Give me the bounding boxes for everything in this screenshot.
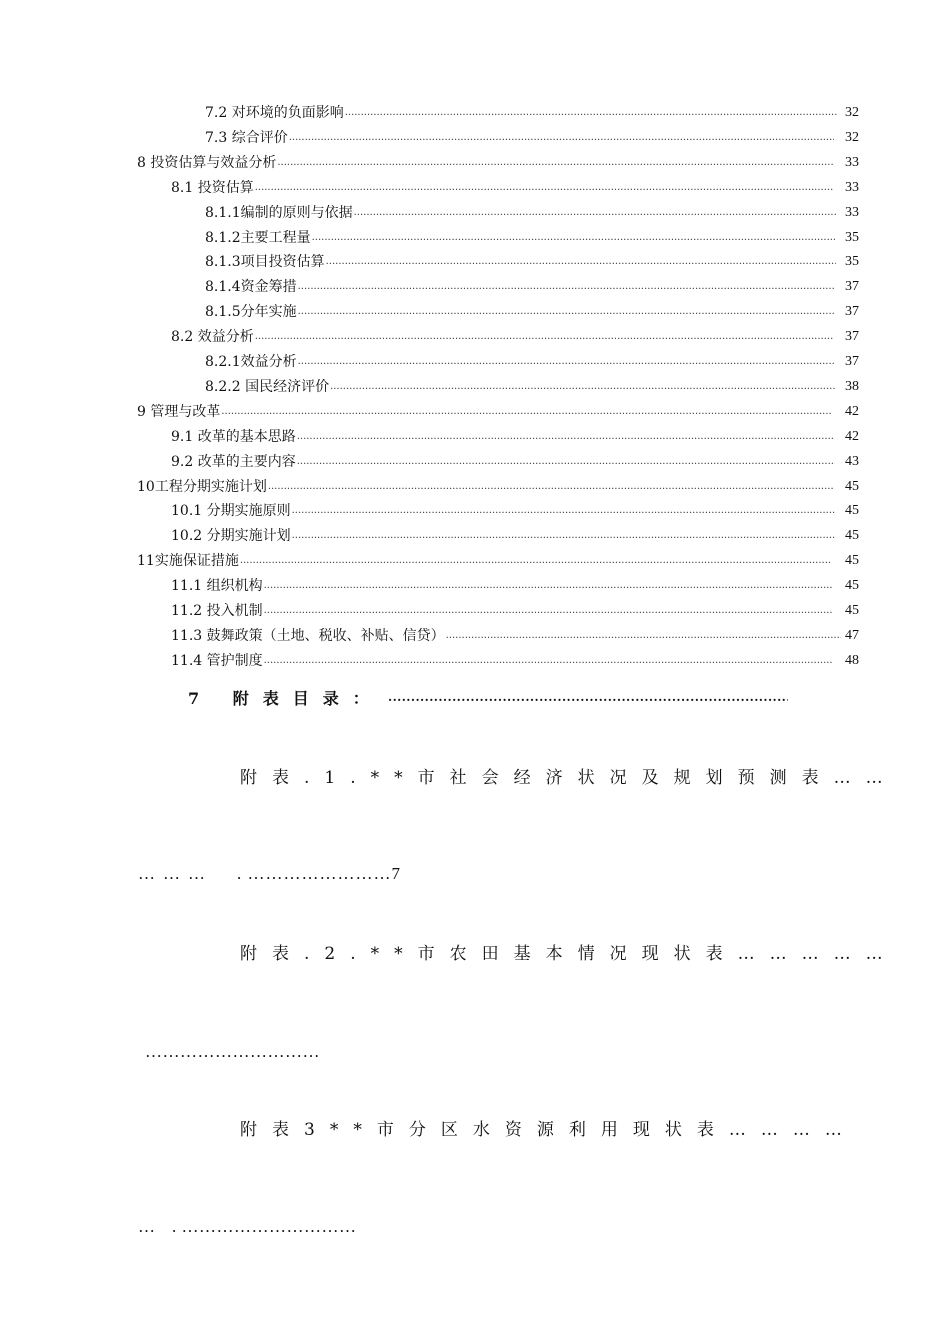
toc-page-number: 37: [845, 279, 859, 295]
toc-entry[interactable]: [205, 197, 859, 222]
toc-entry[interactable]: [137, 545, 859, 570]
toc-dot-leader: [221, 405, 831, 419]
toc-dot-leader: [298, 355, 835, 369]
toc-dot-leader: [297, 455, 835, 469]
toc-dot-leader: [330, 380, 836, 394]
toc-entry[interactable]: [137, 147, 859, 172]
appendix-heading-leader: [388, 690, 788, 704]
toc-entry[interactable]: [171, 520, 859, 545]
toc-page-number: 43: [845, 453, 859, 469]
toc-entry[interactable]: [205, 246, 859, 271]
appendix-heading: 7 附表目录：: [188, 689, 383, 708]
toc-page-number: 45: [845, 478, 859, 494]
toc-dot-leader: [326, 255, 836, 269]
toc-entry-title: 7.3 综合评价: [205, 129, 288, 146]
toc-entry[interactable]: [205, 222, 859, 247]
toc-page-number: 45: [845, 603, 859, 618]
toc-entry[interactable]: [205, 97, 859, 122]
toc-page-number: 35: [845, 254, 859, 270]
toc-entry-title: 11.4 管护制度: [171, 652, 263, 669]
toc-entry-title: 8.2 效益分析: [171, 329, 254, 346]
toc-entry-title: 9.1 改革的基本思路: [171, 428, 296, 445]
toc-page-number: 35: [845, 229, 859, 245]
toc-dot-leader: [292, 529, 835, 543]
toc-page-number: 47: [845, 627, 859, 643]
toc-entry-title: 8.1 投资估算: [171, 179, 254, 196]
toc-entry[interactable]: [171, 321, 859, 346]
toc-entry[interactable]: [137, 396, 859, 421]
appendix-item-3-ellipsis: …: [138, 1217, 155, 1236]
toc-page-number: 42: [845, 403, 859, 419]
toc-entry[interactable]: [205, 296, 859, 321]
toc-entry-title: 8.1.4资金筹措: [205, 279, 297, 296]
toc-entry-title: 10工程分期实施计划: [137, 478, 267, 495]
toc-page-number: 42: [845, 428, 859, 444]
toc-dot-leader: [268, 480, 834, 494]
appendix-item-1-line-2: . ……………………7: [237, 864, 401, 883]
toc-dot-leader: [446, 629, 841, 643]
toc-page-number: 48: [845, 652, 859, 668]
toc-entry[interactable]: [205, 371, 859, 396]
toc-page-number: 37: [845, 354, 859, 369]
appendix-item-2-line-2: …………………………: [145, 1042, 320, 1061]
appendix-item-1-line-1: 附表.1.**市社会经济状况及规划预测表……: [240, 768, 898, 788]
toc-dot-leader: [297, 430, 835, 444]
toc-page-number: 33: [845, 154, 859, 170]
toc-entry[interactable]: [205, 346, 859, 371]
toc-entry-title: 8.1.1编制的原则与依据: [205, 204, 353, 221]
toc-dot-leader: [345, 106, 837, 120]
toc-entry-title: 9 管理与改革: [137, 403, 221, 420]
toc-entry-title: 11.3 鼓舞政策（土地、税收、补贴、信贷）: [171, 627, 445, 644]
toc-dot-leader: [298, 280, 835, 294]
toc-page-number: 45: [845, 578, 859, 594]
toc-dot-leader: [240, 554, 833, 568]
toc-entry-title: 9.2 改革的主要内容: [171, 453, 296, 470]
toc-entry[interactable]: [171, 570, 859, 595]
toc-dot-leader: [298, 305, 835, 319]
toc-page-number: 37: [845, 304, 859, 320]
toc-dot-leader: [264, 604, 834, 618]
appendix-item-3-line-2: . …………………………: [172, 1217, 357, 1236]
toc-page-number: 37: [845, 329, 859, 345]
toc-entry[interactable]: [171, 645, 859, 670]
toc-entry[interactable]: [205, 271, 859, 296]
toc-dot-leader: [289, 131, 835, 145]
toc-dot-leader: [264, 654, 834, 668]
toc-entry[interactable]: [171, 620, 859, 645]
toc-entry-title: 11实施保证措施: [137, 553, 239, 570]
appendix-item-2-line-1: 附表.2.**市农田基本情况现状表……………: [240, 944, 898, 964]
toc-entry-title: 10.2 分期实施计划: [171, 528, 291, 545]
toc-entry-title: 8.2.1效益分析: [205, 354, 297, 370]
toc-page-number: 45: [845, 528, 859, 544]
toc-entry-title: 8.1.3项目投资估算: [205, 254, 325, 271]
toc-entry[interactable]: [171, 421, 859, 446]
toc-entry-title: 8.1.5分年实施: [205, 304, 297, 321]
toc-page-number: 45: [845, 553, 859, 569]
toc-entry[interactable]: [171, 595, 859, 620]
toc-page-number: 33: [845, 204, 859, 220]
toc-page-number: 32: [845, 105, 859, 120]
toc-entry[interactable]: [171, 495, 859, 520]
toc-entry[interactable]: [171, 172, 859, 197]
toc-dot-leader: [255, 330, 833, 344]
toc-dot-leader: [292, 504, 835, 518]
toc-page-number: 33: [845, 179, 859, 195]
toc-dot-leader: [312, 231, 836, 245]
toc-entry-title: 7.2 对环境的负面影响: [205, 105, 344, 121]
appendix-item-3-line-1: 附表3**市分区水资源利用现状表…………: [240, 1120, 857, 1140]
toc-page-number: 32: [845, 129, 859, 145]
toc-entry[interactable]: [171, 446, 859, 471]
appendix-item-1-ellipsis: ………: [138, 864, 213, 883]
toc-dot-leader: [354, 206, 837, 220]
toc-entry-title: 8.2.2 国民经济评价: [205, 378, 330, 395]
toc-entry-title: 8.1.2主要工程量: [205, 229, 311, 246]
toc-entry[interactable]: [137, 471, 859, 496]
toc-page-number: 45: [845, 503, 859, 519]
toc-dot-leader: [264, 579, 834, 593]
toc-entry-title: 10.1 分期实施原则: [171, 503, 291, 520]
toc-entry[interactable]: [205, 122, 859, 147]
toc-entry-title: 11.1 组织机构: [171, 578, 263, 595]
toc-dot-leader: [277, 156, 834, 170]
toc-dot-leader: [255, 181, 833, 195]
toc-entry-title: 8 投资估算与效益分析: [137, 154, 277, 171]
toc-entry-title: 11.2 投入机制: [171, 603, 263, 619]
toc-page-number: 38: [845, 378, 859, 394]
